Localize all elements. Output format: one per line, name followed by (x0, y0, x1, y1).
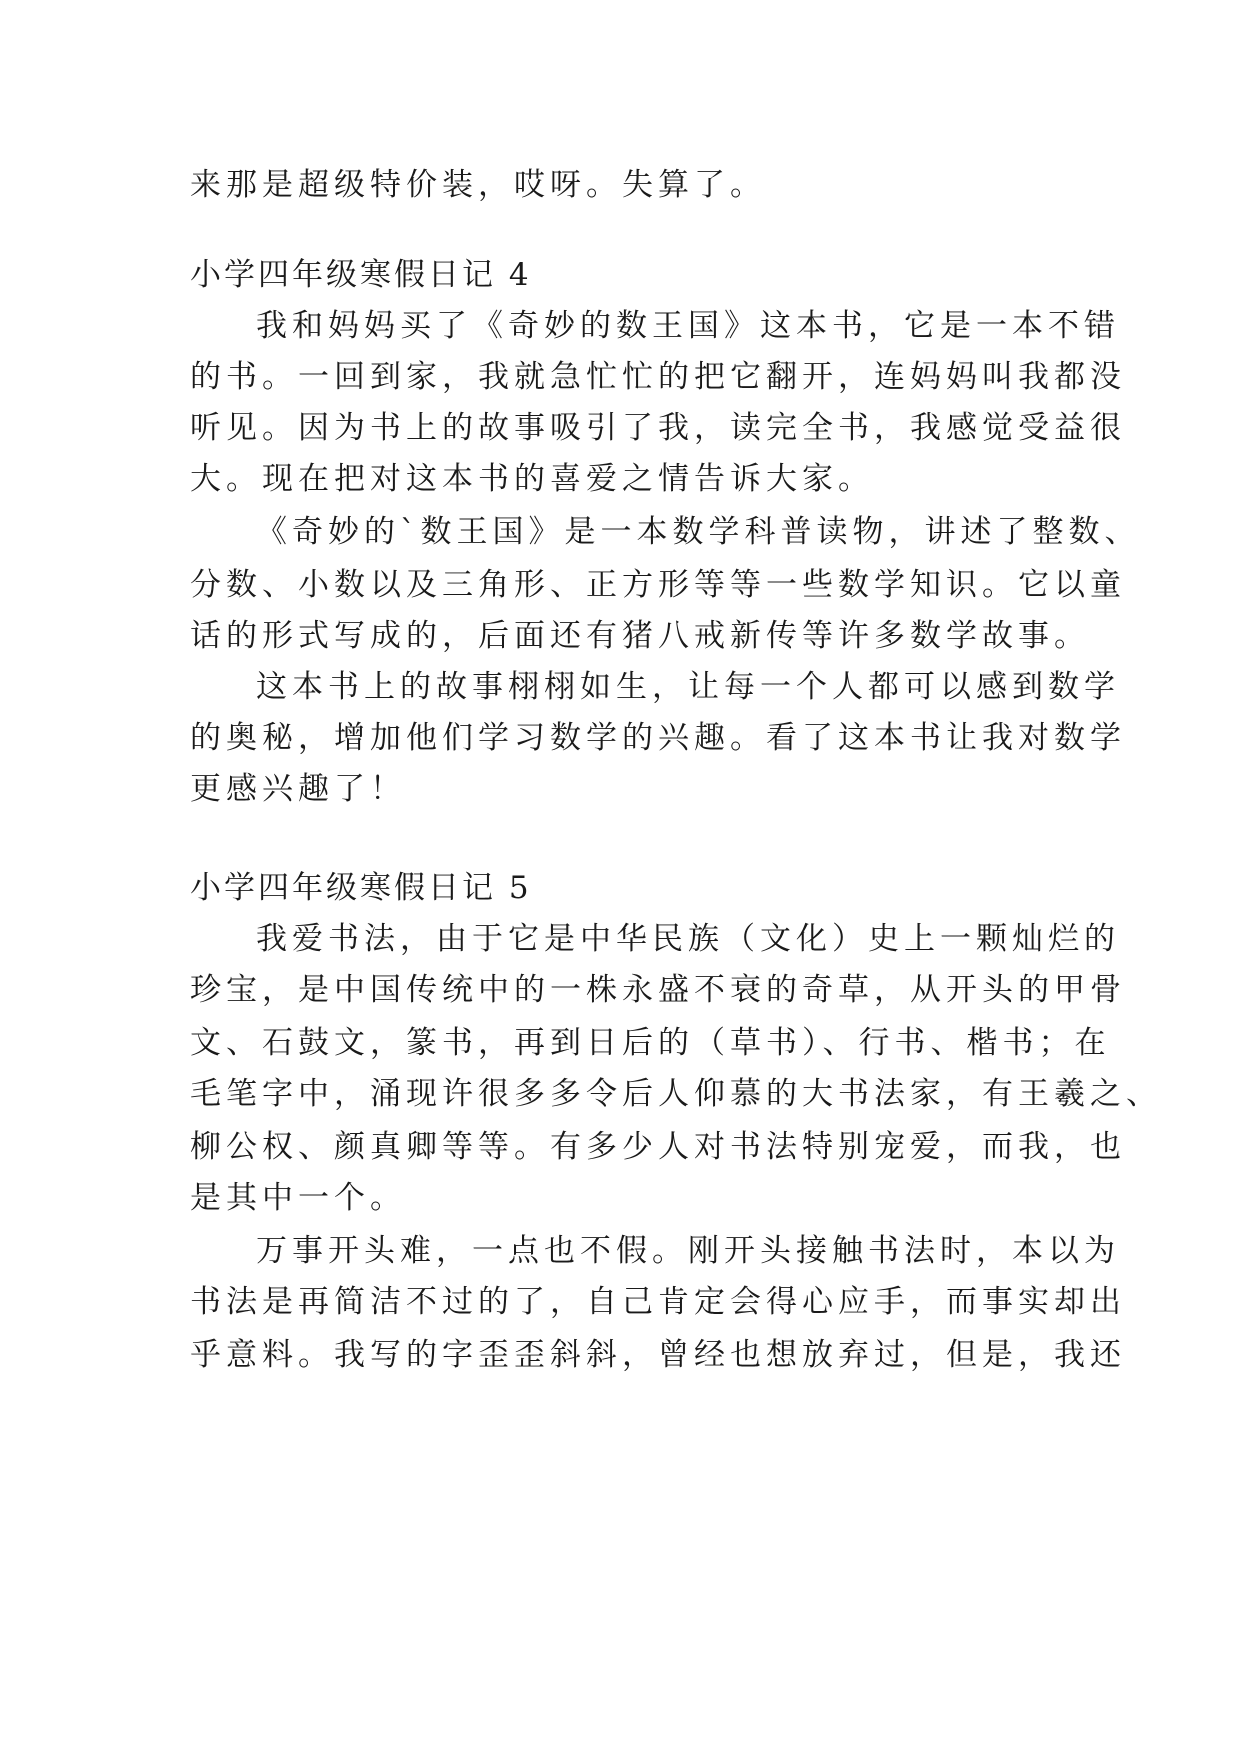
paragraph-line: 更感兴趣了！ (190, 771, 406, 807)
paragraph-line: 珍宝，是中国传统中的一株永盛不衰的奇草，从开头的甲骨 (190, 972, 1126, 1008)
paragraph-line: 书法是再简洁不过的了，自己肯定会得心应手，而事实却出 (190, 1284, 1126, 1320)
section-heading: 小学四年级寒假日记 5 (190, 870, 532, 906)
paragraph-line: 我爱书法，由于它是中华民族（文化）史上一颗灿烂的 (256, 921, 1120, 957)
paragraph-line: 的奥秘，增加他们学习数学的兴趣。看了这本书让我对数学 (190, 720, 1126, 756)
paragraph-line: 分数、小数以及三角形、正方形等等一些数学知识。它以童 (190, 567, 1126, 603)
paragraph-line: 万事开头难，一点也不假。刚开头接触书法时，本以为 (256, 1233, 1120, 1269)
paragraph-line: 话的形式写成的，后面还有猪八戒新传等许多数学故事。 (190, 618, 1090, 654)
paragraph-line: 来那是超级特价装，哎呀。失算了。 (190, 167, 766, 203)
paragraph-line: 乎意料。我写的字歪歪斜斜，曾经也想放弃过，但是，我还 (190, 1337, 1126, 1373)
paragraph-line: 《奇妙的`数王国》是一本数学科普读物，讲述了整数、 (256, 514, 1141, 550)
paragraph-line: 这本书上的故事栩栩如生，让每一个人都可以感到数学 (256, 669, 1120, 705)
paragraph-line: 听见。因为书上的故事吸引了我，读完全书，我感觉受益很 (190, 410, 1126, 446)
paragraph-line: 是其中一个。 (190, 1180, 406, 1216)
paragraph-line: 柳公权、颜真卿等等。有多少人对书法特别宠爱，而我，也 (190, 1129, 1126, 1165)
paragraph-line: 毛笔字中，涌现许很多多令后人仰慕的大书法家，有王羲之、 (190, 1076, 1162, 1112)
section-heading: 小学四年级寒假日记 4 (190, 257, 532, 293)
paragraph-line: 我和妈妈买了《奇妙的数王国》这本书，它是一本不错 (256, 308, 1120, 344)
paragraph-line: 的书。一回到家，我就急忙忙的把它翻开，连妈妈叫我都没 (190, 359, 1126, 395)
paragraph-line: 大。现在把对这本书的喜爱之情告诉大家。 (190, 461, 874, 497)
paragraph-line: 文、石鼓文，篆书，再到日后的（草书）、行书、楷书；在 (190, 1025, 1111, 1061)
